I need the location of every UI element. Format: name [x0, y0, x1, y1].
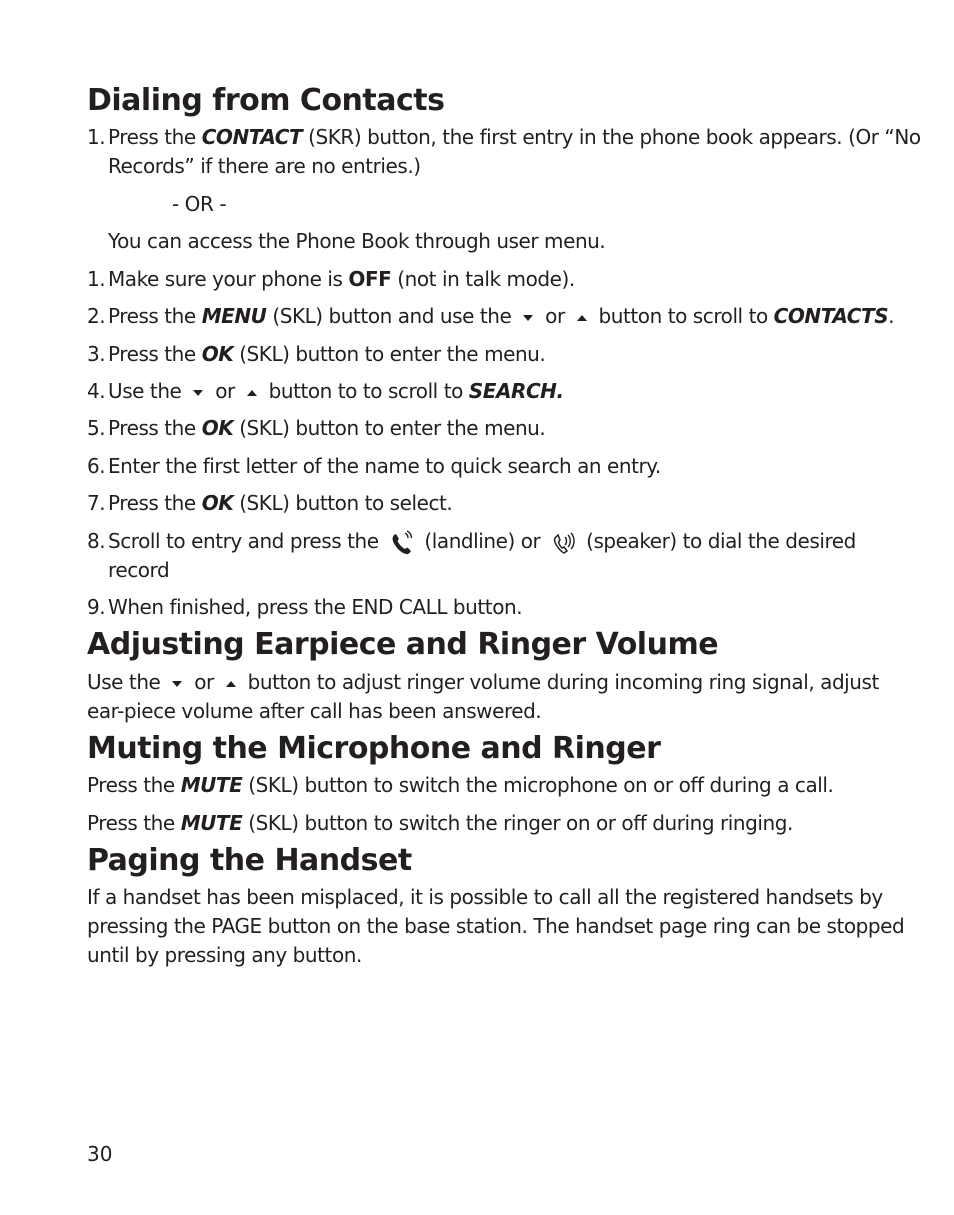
- text: button to to scroll to: [262, 379, 469, 403]
- step-text: [108, 265, 575, 294]
- text: (SKL) button and use the: [266, 304, 518, 328]
- text: Make sure your phone is: [108, 267, 349, 291]
- text: (SKL) button to enter the menu.: [233, 416, 546, 440]
- step-number: 3.: [87, 342, 106, 366]
- alt-intro: You can access the Phone Book through user menu.: [108, 229, 606, 253]
- step-number: 2.: [87, 304, 106, 328]
- text: Press the: [87, 773, 181, 797]
- heading-paging: Paging the Handset: [87, 843, 412, 878]
- heading-adjusting-volume: Adjusting Earpiece and Ringer Volume: [87, 627, 719, 662]
- text: (landline) or: [418, 529, 547, 553]
- step-number: 6.: [87, 454, 106, 478]
- step-text: [108, 489, 452, 518]
- heading-muting: Muting the Microphone and Ringer: [87, 731, 661, 766]
- down-arrow-icon: [170, 677, 184, 691]
- text: (SKL) button to switch the microphone on or off during a call.: [242, 773, 834, 797]
- text: Press the: [108, 125, 202, 149]
- text: (speaker) to dial the desired: [580, 529, 856, 553]
- menu-key-label: MENU: [201, 304, 267, 328]
- text: Use the: [87, 670, 167, 694]
- mute-key-label: MUTE: [180, 773, 243, 797]
- ok-key-label: OK: [201, 491, 234, 515]
- text: or: [539, 304, 571, 328]
- mute-key-label: MUTE: [180, 811, 243, 835]
- mute-ringer-text: [87, 809, 793, 838]
- up-arrow-icon: [245, 386, 259, 400]
- step-text: [108, 123, 921, 152]
- text: Use the: [108, 379, 188, 403]
- up-arrow-icon: [575, 311, 589, 325]
- text: or: [188, 670, 220, 694]
- text: (SKL) button to select.: [233, 491, 453, 515]
- text: button to adjust ringer volume during incoming ring signal, adjust: [241, 670, 879, 694]
- step-text-continued: record: [108, 558, 170, 582]
- step-number: 4.: [87, 379, 106, 403]
- volume-text: [87, 668, 879, 697]
- text: Press the: [87, 811, 181, 835]
- text: or: [209, 379, 241, 403]
- step-text-continued: Records” if there are no entries.): [108, 154, 421, 178]
- step-text: [108, 527, 856, 557]
- step-number: 5.: [87, 416, 106, 440]
- step-number: 8.: [87, 529, 106, 553]
- text: Press the: [108, 491, 202, 515]
- volume-text-continued: ear-piece volume after call has been answered.: [87, 699, 542, 723]
- text: (SKL) button to enter the menu.: [233, 342, 546, 366]
- down-arrow-icon: [191, 386, 205, 400]
- paging-text-line: If a handset has been misplaced, it is possible to call all the registered handsets by: [87, 885, 883, 909]
- ok-key-label: OK: [201, 342, 234, 366]
- landline-phone-icon: [388, 529, 416, 557]
- text: .: [888, 304, 895, 328]
- search-key-label: SEARCH.: [468, 379, 564, 403]
- text: Press the: [108, 416, 202, 440]
- heading-dialing-from-contacts: Dialing from Contacts: [87, 83, 445, 118]
- step-number: 7.: [87, 491, 106, 515]
- mute-microphone-text: [87, 771, 833, 800]
- page-number: 30: [87, 1142, 113, 1166]
- speakerphone-icon: [549, 529, 577, 557]
- down-arrow-icon: [521, 311, 535, 325]
- paging-text-line: until by pressing any button.: [87, 943, 362, 967]
- off-key-label: OFF: [348, 267, 392, 291]
- or-separator: - OR -: [172, 192, 227, 216]
- contacts-key-label: CONTACTS: [773, 304, 889, 328]
- paging-text-line: pressing the PAGE button on the base station. The handset page ring can be stopped: [87, 914, 905, 938]
- text: (SKL) button to switch the ringer on or off during ringing.: [242, 811, 793, 835]
- step-number: 1.: [87, 125, 106, 149]
- ok-key-label: OK: [201, 416, 234, 440]
- contact-key-label: CONTACT: [201, 125, 303, 149]
- text: (SKR) button, the first entry in the phone book appears. (Or “No: [302, 125, 921, 149]
- text: Press the: [108, 304, 202, 328]
- step-text: [108, 340, 545, 369]
- step-number: 1.: [87, 267, 106, 291]
- step-text: [108, 377, 564, 406]
- text: Scroll to entry and press the: [108, 529, 385, 553]
- text: button to scroll to: [592, 304, 774, 328]
- step-text: Enter the first letter of the name to quick search an entry.: [108, 454, 661, 478]
- step-number: 9.: [87, 595, 106, 619]
- step-text: When finished, press the END CALL button.: [108, 595, 523, 619]
- text: Press the: [108, 342, 202, 366]
- up-arrow-icon: [224, 677, 238, 691]
- step-text: [108, 414, 545, 443]
- step-text: [108, 302, 894, 331]
- text: (not in talk mode).: [391, 267, 575, 291]
